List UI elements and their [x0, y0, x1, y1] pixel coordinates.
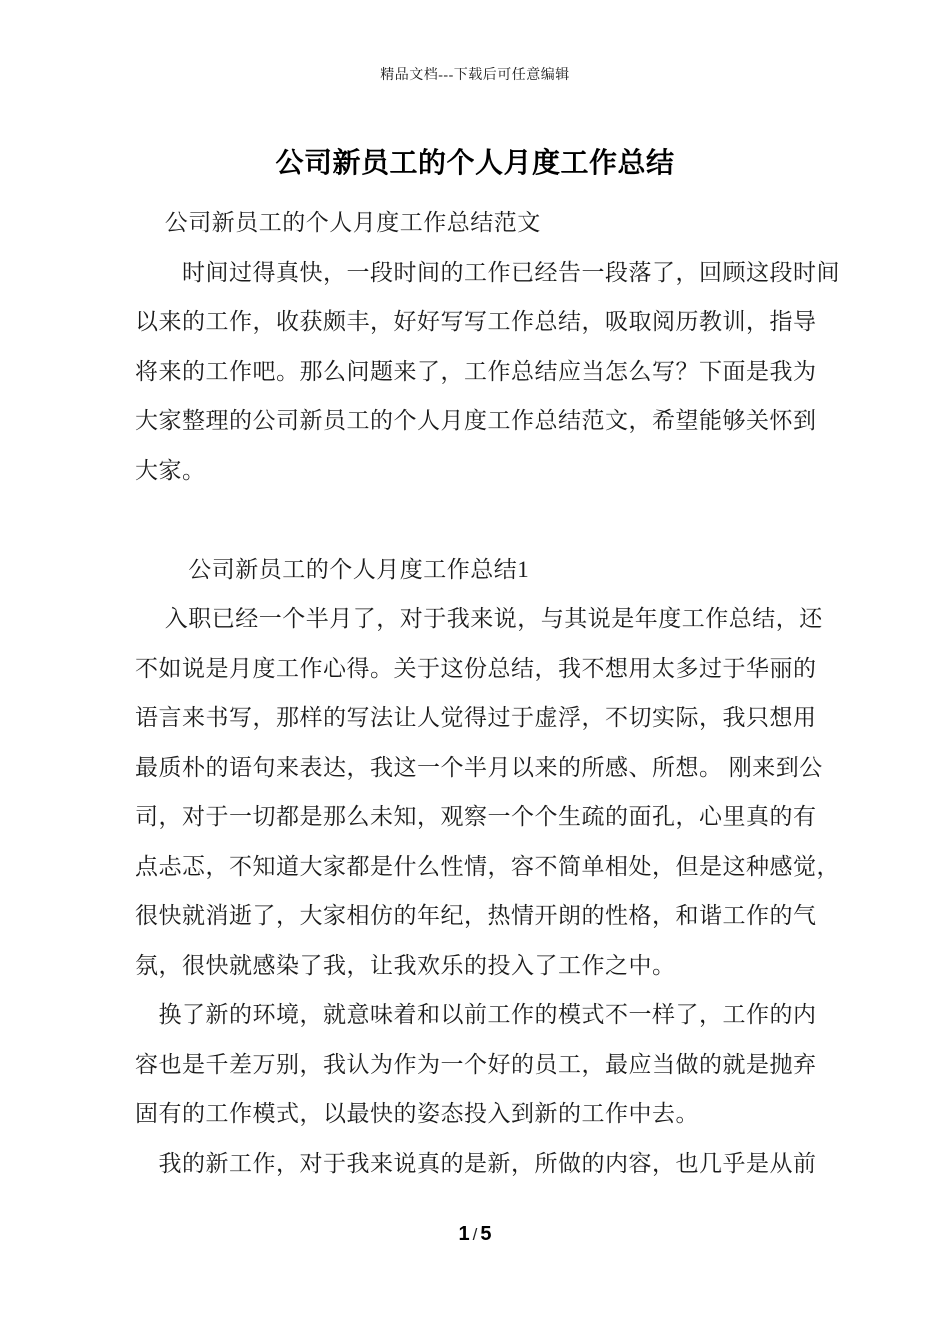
document-line: 换了新的环境，就意味着和以前工作的模式不一样了，工作的内 — [135, 1002, 817, 1027]
document-line: 我的新工作，对于我来说真的是新，所做的内容，也几乎是从前 — [135, 1150, 817, 1176]
page-number-separator: / — [472, 1225, 478, 1244]
document-line: 不如说是月度工作心得。关于这份总结，我不想用太多过于华丽的 — [135, 655, 817, 681]
document-line: 语言来书写，那样的写法让人觉得过于虚浮，不切实际，我只想用 — [135, 705, 817, 730]
document-line: 公司新员工的个人月度工作总结1 — [135, 556, 530, 582]
page-number-total: 5 — [480, 1223, 492, 1245]
document-line: 时间过得真快，一段时间的工作已经告一段落了，回顾这段时间 — [135, 259, 840, 285]
document-line: 入职已经一个半月了，对于我来说，与其说是年度工作总结，还 — [135, 606, 823, 631]
document-line: 司，对于一切都是那么未知，观察一个个生疏的面孔，心里真的有 — [135, 804, 817, 829]
document-line-blank — [135, 495, 835, 545]
document-line: 公司新员工的个人月度工作总结范文 — [135, 210, 541, 235]
document-title: 公司新员工的个人月度工作总结 — [275, 148, 675, 179]
document-body — [135, 198, 840, 1188]
header-note: 精品文档---下载后可任意编辑 — [380, 68, 570, 83]
document-line: 氛，很快就感染了我，让我欢乐的投入了工作之中。 — [135, 952, 676, 978]
document-line: 大家。 — [135, 457, 206, 483]
document-line: 最质朴的语句来表达，我这一个半月以来的所感、所想。 刚来到公 — [135, 754, 823, 780]
page-number-current: 1 — [458, 1223, 470, 1245]
document-line: 以来的工作，收获颇丰，好好写写工作总结，吸取阅历教训，指导 — [135, 309, 817, 334]
document-line: 大家整理的公司新员工的个人月度工作总结范文，希望能够关怀到 — [135, 408, 817, 433]
document-line: 容也是千差万别，我认为作为一个好的员工，最应当做的就是抛弃 — [135, 1051, 817, 1077]
document-line: 固有的工作模式，以最快的姿态投入到新的工作中去。 — [135, 1101, 699, 1126]
page-number — [0, 1222, 950, 1247]
document-line: 点忐忑，不知道大家都是什么性情，容不简单相处，但是这种感觉， — [135, 853, 840, 879]
document-line: 将来的工作吧。那么问题来了，工作总结应当怎么写？下面是我为 — [135, 358, 817, 384]
document-line: 很快就消逝了，大家相仿的年纪，热情开朗的性格，和谐工作的气 — [135, 903, 817, 928]
